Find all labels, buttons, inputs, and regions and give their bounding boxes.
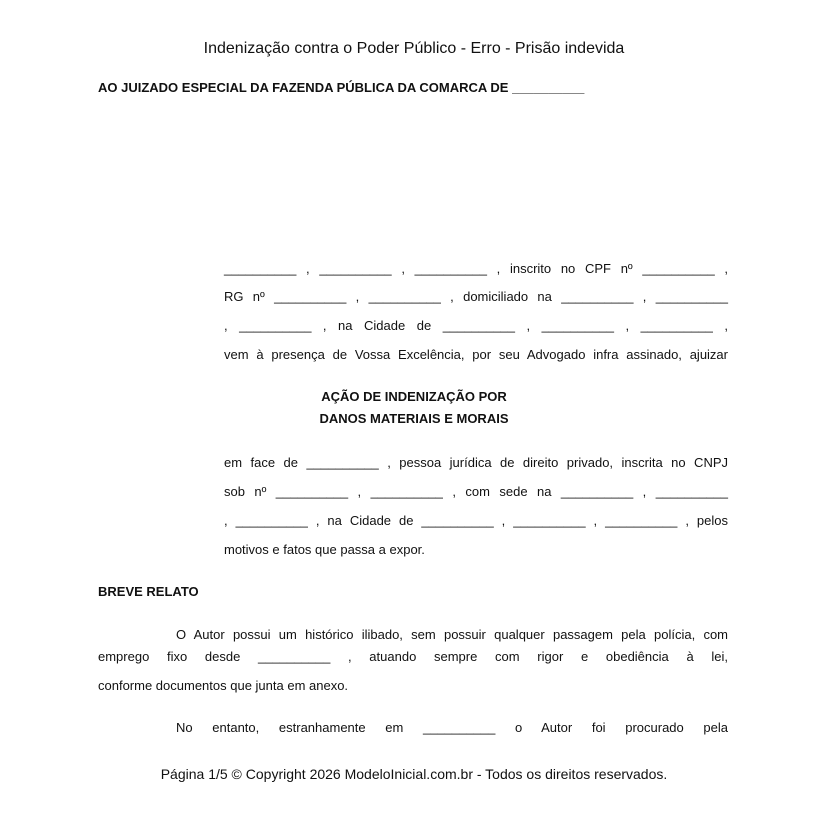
narrative-line-2: emprego fixo desde __________ , atuando sempre com rigor e obediência à lei, [98,649,728,664]
qualification-line-4: vem à presença de Vossa Excelência, por seu Advogado infra assinado, ajuizar [224,347,728,362]
defendant-line-3: , __________ , na Cidade de __________ , __________ , __________ , pelos [224,513,728,528]
narrative-line-1: O Autor possui um histórico ilibado, sem possuir qualquer passagem pela polícia, com [176,627,728,642]
action-title-line-2: DANOS MATERIAIS E MORAIS [319,411,509,426]
defendant-line-1: em face de __________ , pessoa jurídica de direito privado, inscrita no CNPJ [224,455,728,470]
defendant-line-2: sob nº __________ , __________ , com sede na __________ , __________ [224,484,728,499]
defendant-line-4: motivos e fatos que passa a expor. [224,542,425,557]
qualification-line-1: __________ , __________ , __________ , inscrito no CPF nº __________ , [224,261,728,276]
addressee-line: AO JUIZADO ESPECIAL DA FAZENDA PÚBLICA DA COMARCA DE __________ [98,80,585,95]
page-footer: Página 1/5 © Copyright 2026 ModeloInicial.com.br - Todos os direitos reservados. [160,766,668,782]
action-title-line-1: AÇÃO DE INDENIZAÇÃO POR [321,389,507,404]
section-title: BREVE RELATO [98,584,199,599]
narrative-line-4: No entanto, estranhamente em __________ o Autor foi procurado pela [176,720,728,735]
qualification-line-2: RG nº __________ , __________ , domiciliado na __________ , __________ [224,289,728,304]
narrative-line-3: conforme documentos que junta em anexo. [98,678,349,693]
document-header: Indenização contra o Poder Público - Erro - Prisão indevida [203,40,625,57]
qualification-line-3: , __________ , na Cidade de __________ , __________ , __________ , [224,318,728,333]
